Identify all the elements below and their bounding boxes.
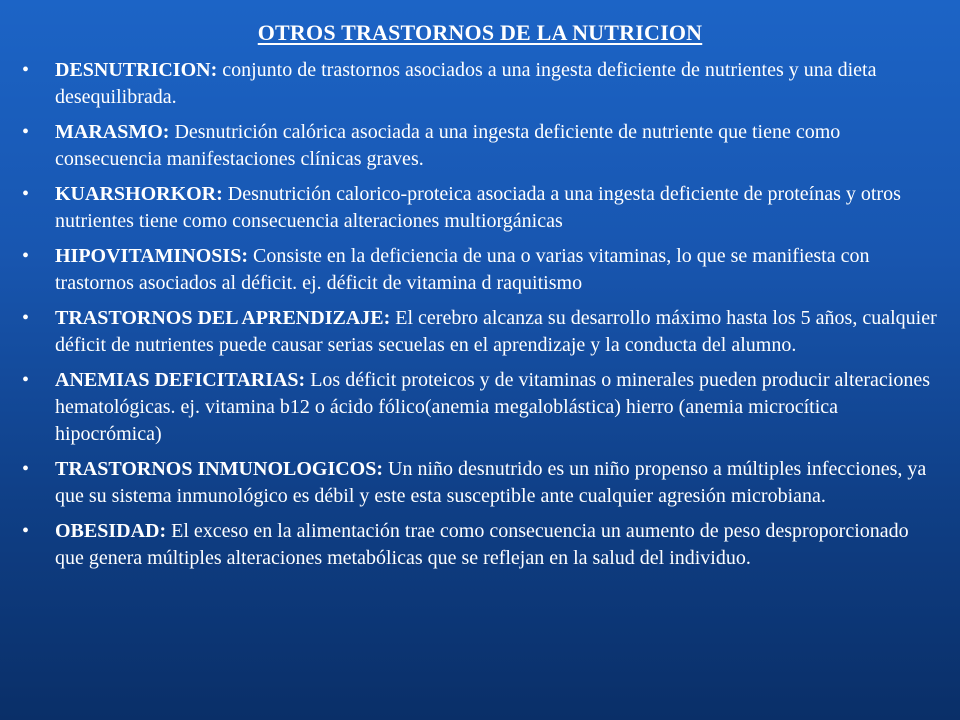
bullet-dot-icon: •: [22, 307, 30, 329]
item-description: Un niño desnutrido es un niño propenso a múltiples infecciones, ya que su sistema inmunológico es débil y este esta susceptible ante cualquier agresión microbiana.: [55, 458, 927, 507]
item-description: El exceso en la alimentación trae como consecuencia un aumento de peso desproporcionado que genera múltiples alteraciones metabólicas que se reflejan en la salud del individuo.: [55, 520, 909, 569]
item-term: TRASTORNOS DEL APRENDIZAJE:: [55, 307, 391, 329]
bullet-dot-icon: •: [22, 369, 30, 391]
bullet-list: [22, 57, 937, 580]
bullet-dot-icon: •: [22, 520, 30, 542]
bullet-dot-icon: •: [22, 458, 30, 480]
list-item: [22, 456, 937, 510]
list-item: [22, 181, 937, 235]
list-item: [22, 243, 937, 297]
item-description: Los déficit proteicos y de vitaminas o minerales pueden producir alteraciones hematológicas. ej. vitamina b12 o ácido fólico(anemia megaloblástica) hierro (anemia microcítica hipocrómica): [55, 369, 931, 445]
list-item: [22, 57, 937, 111]
item-term: ANEMIAS DEFICITARIAS:: [55, 369, 306, 391]
item-description: Consiste en la deficiencia de una o varias vitaminas, lo que se manifiesta con trastornos asociados al déficit. ej. déficit de vitamina d raquitismo: [55, 245, 870, 294]
list-item: [22, 518, 937, 572]
list-item: [22, 305, 937, 359]
item-description: conjunto de trastornos asociados a una ingesta deficiente de nutrientes y una dieta desequilibrada.: [55, 59, 877, 108]
bullet-dot-icon: •: [22, 121, 30, 143]
item-term: OBESIDAD:: [55, 520, 167, 542]
item-description: Desnutrición calorico-proteica asociada a una ingesta deficiente de proteínas y otros nutrientes tiene como consecuencia alteraciones multiorgánicas: [55, 183, 901, 232]
item-term: KUARSHORKOR:: [55, 183, 223, 205]
item-description: Desnutrición calórica asociada a una ingesta deficiente de nutriente que tiene como consecuencia manifestaciones clínicas graves.: [55, 121, 841, 170]
item-description: El cerebro alcanza su desarrollo máximo hasta los 5 años, cualquier déficit de nutrientes puede causar serias secuelas en el aprendizaje y la conducta del alumno.: [55, 307, 937, 356]
slide-title: OTROS TRASTORNOS DE LA NUTRICION: [257, 20, 703, 45]
item-term: DESNUTRICION:: [55, 59, 218, 81]
list-item: [22, 119, 937, 173]
item-term: MARASMO:: [55, 121, 170, 143]
item-term: HIPOVITAMINOSIS:: [55, 245, 248, 267]
bullet-dot-icon: •: [22, 59, 30, 81]
list-item: [22, 367, 937, 448]
item-term: TRASTORNOS INMUNOLOGICOS:: [55, 458, 384, 480]
bullet-dot-icon: •: [22, 183, 30, 205]
bullet-dot-icon: •: [22, 245, 30, 267]
